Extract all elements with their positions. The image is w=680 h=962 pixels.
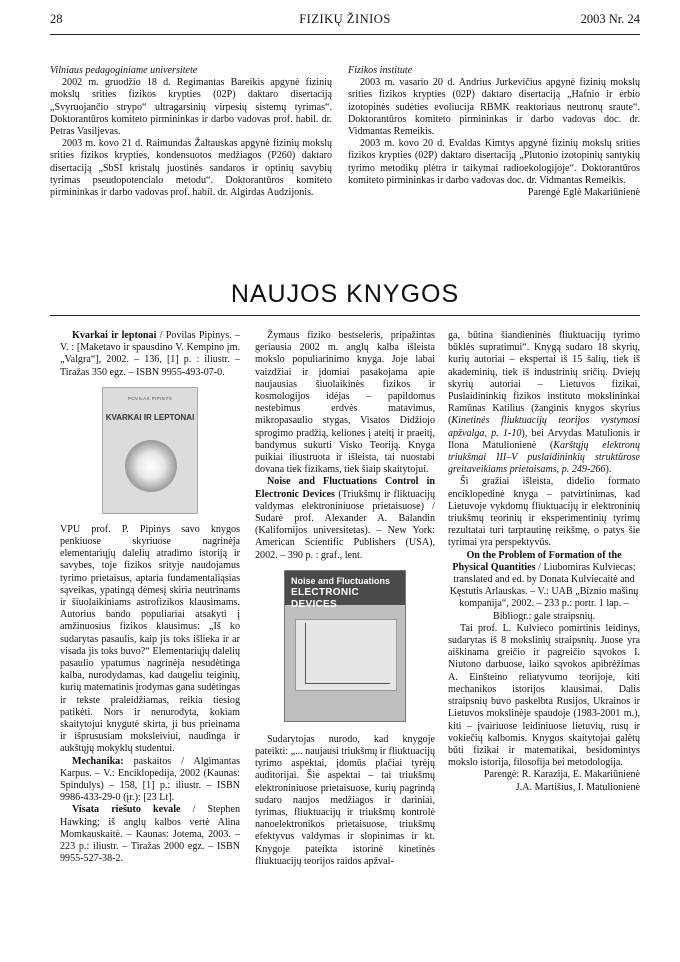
book-cover-image xyxy=(284,570,406,722)
running-header xyxy=(50,12,640,30)
chapter-title: Karštųjų elektronų triukšmai III–V puslaidininkių struktūrose greitaveikiams prietaisams, p. 249-266 xyxy=(448,439,640,476)
cover-title: Noise and Fluctuations xyxy=(291,575,391,586)
book-review: Ši gražiai išleista, didelio formato enciklopedinė knyga – patvirtinimas, kad Lietuvoje vykdomų fliuktuacijų ir elektroninių triukšmų teorinių ir eksperimentinių tyrimų rezultatai turi tarptautinę reikšmę, o patys šie tyrimai yra perspektyvūs. xyxy=(448,476,640,549)
books-column-1 xyxy=(60,330,240,866)
cover-graph-axis xyxy=(305,623,306,683)
book-reference: / Stephen Hawking; iš anglų kalbos vertė Alina Momkauskaitė. – Kaunas: Jotema, 2003. – 223 p.: iliustr. – Tiražas 2000 egz. – ISBN 9955-527-38-2. xyxy=(60,804,240,865)
cover-illustration xyxy=(125,440,177,492)
header-rule xyxy=(50,34,640,35)
book-title: On the Problem of Formation of the Physical Quantities xyxy=(452,549,622,573)
issue-label: 2003 Nr. 24 xyxy=(580,12,640,26)
book-entry xyxy=(60,756,240,805)
book-cover-image xyxy=(102,387,198,514)
section-title: NAUJOS KNYGOS xyxy=(230,280,460,308)
review-text: ). xyxy=(605,464,612,476)
book-reference: (Triukšmų ir fliktuacijų valdymas elektroniniuose prietaisuose) / Sudarė prof. Alexander A. Balandin (Kalifornijos universitetas). – New York: American Scientific Publishers (USA), 2002. – 390 p. : graf., lent. xyxy=(255,488,435,561)
page xyxy=(50,0,640,962)
book-title: Mechanika: xyxy=(72,755,124,767)
dissertation-paragraph: 2003 m. vasario 20 d. Andrius Jurkevičius apgynė fizinių mokslų srities fizikos krypties (02P) daktaro disertaciją „Hafnio ir erbio izotopinės sudėties evoliucija RBMK reaktoriaus neutronų sraute“. Doktorantūros komiteto pirmininkas ir darbo vadovas doc. dr. Vidmantas Remeikis. xyxy=(348,77,640,138)
books-column-2 xyxy=(255,330,435,868)
prepared-by-signature: Parengė: R. Karazija, E. Makariūnienė xyxy=(483,769,640,781)
book-review: Tai prof. L. Kulvieco pomirtinis leidinys, sudarytas iš 8 mokslinių straipsnių. Juose yra aiškinama greičio ir pagreičio sąvokos I. Niutono darbuose, laiko sąvokos apibrėžimas A. Einšteino reliatyvumo teorijoje, kiti mechanikos istorijos klausimai. Dalis straipsnių buvo paskelbta Rusijos, Ukrainos ir Lietuvos mokslinėje spaudoje (1983-2001 m.), kiti – įvairiuose leidiniuose lietuvių, rusų ir vokiečių kalbomis. Knygos skaitytojai galėtų būti fizikai ir matematikai, besidomintys mokslo istorija, filosofija bei metodologija. xyxy=(448,622,640,769)
review-text: ), bei Arvydas Matulionis ir Ilona Matulionienė ( xyxy=(448,427,641,451)
dissertations-right-column xyxy=(348,65,640,199)
institution-heading: Vilniaus pedagoginiame universitete xyxy=(50,65,198,76)
section-rule xyxy=(50,315,640,316)
cover-author: POVILAS PIPINYS xyxy=(127,395,173,401)
cover-subtitle: ELECTRONIC DEVICES xyxy=(291,586,359,611)
book-entry xyxy=(448,550,640,623)
book-reference: paskaitos / Algimantas Karpus. – V.: Enciklopedija, 2002 (Kaunas: Spindulys) – 158, [1] p.: iliustr. – ISBN 9986-433-29-0 (įr.): [23 Lt]. xyxy=(60,755,240,804)
chapter-title: Kinetinės fliuktuacijų teorijos vystymosi apžvalga, p. 1-10 xyxy=(448,415,640,439)
journal-title: FIZIKŲ ŽINIOS xyxy=(299,12,391,26)
prepared-by-signature: Parengė Eglė Makariūnienė xyxy=(527,187,640,199)
dissertation-paragraph: 2003 m. kovo 20 d. Evaldas Kimtys apgynė fizinių mokslų srities fizikos krypties (02P) daktaro disertaciją „Plutonio izotopinių santykių tyrimo metodikų plėtra ir taikymai radioekologijoje“. Doktorantūros komiteto pirmininkas ir darbo vadovas doc. dr. Vidmantas Remeikis. xyxy=(348,138,640,186)
cover-graph xyxy=(295,619,397,691)
book-review: VPU prof. P. Pipinys savo knygos penkiuose skyriuose nagrinėja elementariųjų dalelių atradimo istoriją ir savybes, toje fizikos srityje naudojamus tyrimo prietaisus, aptaria fundamentaliąsias sąveikas, ypatingą dėmesį skiria neutrinams ir šiuolaikiniams astrofizikos klausimams. Autorius bando populiariai atsakyti į amžinuosius fizikos klausimus: „Iš ko sudarytas pasaulis, kaip jis toks išlieka ir ar visada jis toks buvo?“ Elementariųjų dalelių pasaulio ypatumus nagrinėja nesudėtinga kalba, nurodydamas, kad daugeliu teiginių, kurių matematinis įrodymas gana sudėtingas ir tekste praleidžiamas, reikia tiesiog patikėti. Nors ir nenurodyta, kokiam skaitytojui knygutė skirta, ji bus prieinama ir išprususiam moksleiviui, naudinga ir aukštųjų mokyklų studentui. xyxy=(60,523,240,755)
book-entry xyxy=(60,804,240,865)
cover-title: KVARKAI IR LEPTONAI xyxy=(105,413,195,423)
book-entry xyxy=(60,330,240,379)
institution-heading: Fizikos institute xyxy=(348,65,413,76)
books-column-3 xyxy=(448,330,640,794)
prepared-by-signature: J.A. Martišius, I. Matulionienė xyxy=(515,781,640,793)
book-review: Žymaus fiziko bestseleris, pripažintas geriausia 2002 m. anglų kalba išleista mokslo populiarinimo knyga. Joje labai vaizdžiai ir įdomiai pasakojama apie naujausias šiuolaikinės fizikos ir kosmologijos idėjas – papildomus nestebimus erdvės matavimus, mikropasaulio stygas, Visatos Didžiojo sprogimo pradžią, keliones į ateitį ir praeitį, bandymus sukurti Visko Teoriją. Knyga puikiai iliustruota ir išleista, tai nuostabi dovana tiek fizikams, tiek šiaip skaitytojui. xyxy=(255,330,435,476)
book-reference: / Liubomiras Kulviecas; translated and ed. by Donata Kulviecaitė and Kęstutis Arlauskas. – V.: UAB „Biznio mašinų kompanija“, 2002. – 233 p.: portr. 1 lap. – Bibliogr.: gale straipsnių. xyxy=(449,561,639,622)
book-reference: / Povilas Pipinys. – V. : [Maketavo ir spausdino V. Kempino įm. „Valgra“], 2002. – 136, [1] p. : iliustr. – Tiražas 350 egz. – ISBN 9955-493-07-0. xyxy=(60,330,241,378)
review-text: ga, būtina šiandieninės fliuktuacijų tyrimo būklės supratimui“. Knygą sudaro 18 skyrių, kurių autoriai – ekspertai iš 15 šalių, tiek iš akademinių, tiek iš industrinių sričių. Dviejų skyrių autoriai – Lietuvos fizikai, Puslaidininkių fizikos instituto mokslininkai Ramūnas Katilius (žanginis knygos skyrius ( xyxy=(448,330,640,427)
page-number: 28 xyxy=(50,12,63,26)
dissertations-left-column xyxy=(50,65,332,199)
dissertation-paragraph: 2003 m. kovo 21 d. Raimundas Žaltauskas apgynė fizinių mokslų srities fizikos krypties, kondensuotos medžiagos (P260) daktaro disertaciją „SbSI kristalų juostinės sandaros ir optinių savybių tyrimas pseudopotencialo metodu“. Doktorantūros komiteto pirmininkas ir darbo vadovas prof. habil. dr. Algirdas Audzijonis. xyxy=(50,138,332,199)
book-title: Kvarkai ir leptonai xyxy=(72,330,157,341)
dissertation-paragraph: 2002 m. gruodžio 18 d. Regimantas Bareikis apgynė fizinių mokslų srities fizikos krypties (02P) daktaro disertaciją „Svyruojančio strypo“ ultragarsinių virpesių sistemų tyrimas“. Doktorantūros komiteto pirmininkas ir darbo vadovas prof. habil. dr. Petras Vasiljevas. xyxy=(50,77,332,138)
book-review: Sudarytojas nurodo, kad knygoje pateikti: „... naujausi triukšmų ir fliuktuacijų tyrimo aspektai, įdomūs plačiai tyrėjų auditorijai. Šie aspektai – tai triukšmų elektroniniuose prietaisuose, kurių pagrindą sudaro naujos medžiagos ir dariniai, tyrimas, fliuktuacijų ir triukšmų kontrolė nanoelektronikos prietaisuose, triukšmų efektyvus valdymas ir slopinimas ir kt. Knygoje pateikta istorinė kinetinės fliuktuacijų teorijos raidos apžval- xyxy=(255,733,435,867)
book-title: Visata riešuto kevale xyxy=(72,804,181,816)
book-review xyxy=(448,330,640,476)
book-title: Noise and Fluctuations Control in Electronic Devices xyxy=(255,476,435,500)
cover-graph-axis xyxy=(305,683,390,684)
book-entry xyxy=(255,476,435,561)
